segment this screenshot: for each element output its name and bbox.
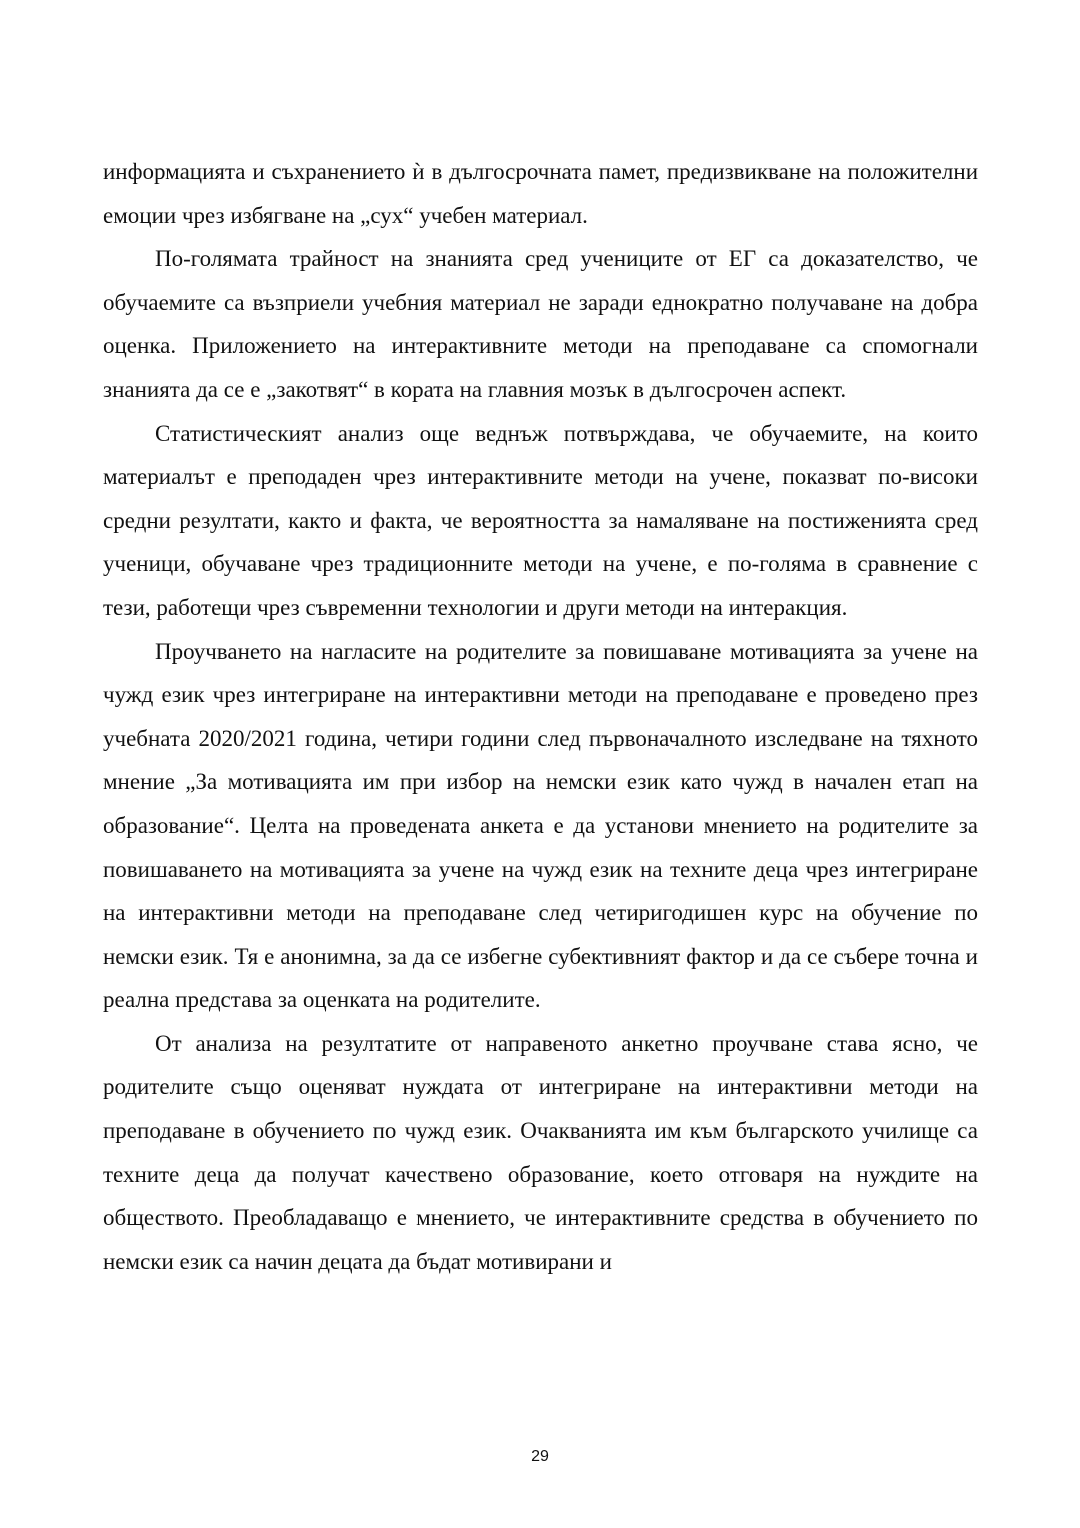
paragraph-retention: По-голямата трайност на знанията сред учениците от ЕГ са доказателство, че обучаемите са възприели учебния материал не заради еднократно получаване на добра оценка. Приложението на интерактивните методи на преподаване са спомогнали знанията да се е „закотвят“ в кората на главния мозък в дългосрочен аспект.: [103, 246, 978, 402]
paragraph-parents-survey: Проучването на нагласите на родителите за повишаване мотивацията за учене на чужд език чрез интегриране на интерактивни методи на преподаване е проведено през учебната 2020/2021 година, четири години след първоначалното изследване на тяхното мнение „За мотивацията им при избор на немски език като чужд в начален етап на образование“. Целта на проведената анкета е да установи мнението на родителите за повишаването на мотивацията за учене на чужд език на техните деца чрез интегриране на интерактивни методи на преподаване след четиригодишен курс на обучение по немски език. Тя е анонимна, за да се избегне субективният фактор и да се събере точна и реална представа за оценката на родителите.: [103, 638, 978, 1013]
page-number: 29: [531, 1448, 549, 1465]
document-body: [103, 150, 978, 1283]
paragraph-continuation: информацията и съхранението ѝ в дългосрочната памет, предизвикване на положителни емоции чрез избягване на „сух“ учебен материал.: [103, 159, 978, 228]
paragraph-survey-analysis: От анализа на резултатите от направеното анкетно проучване става ясно, че родителите също оценяват нуждата от интегриране на интерактивни методи на преподаване в обучението по чужд език. Очакванията им към българското училище са техните деца да получат качествено образование, което отговаря на нуждите на обществото. Преобладаващо е мнението, че интерактивните средства в обучението по немски език са начин децата да бъдат мотивирани и: [103, 1030, 978, 1274]
paragraph-statistics: Статистическият анализ още веднъж потвърждава, че обучаемите, на които материалът е преподаден чрез интерактивните методи на учене, показват по-високи средни резултати, както и факта, че вероятността за намаляване на постиженията сред ученици, обучаване чрез традиционните методи на учене, е по-голяма в сравнение с тези, работещи чрез съвременни технологии и други методи на интеракция.: [103, 420, 978, 620]
